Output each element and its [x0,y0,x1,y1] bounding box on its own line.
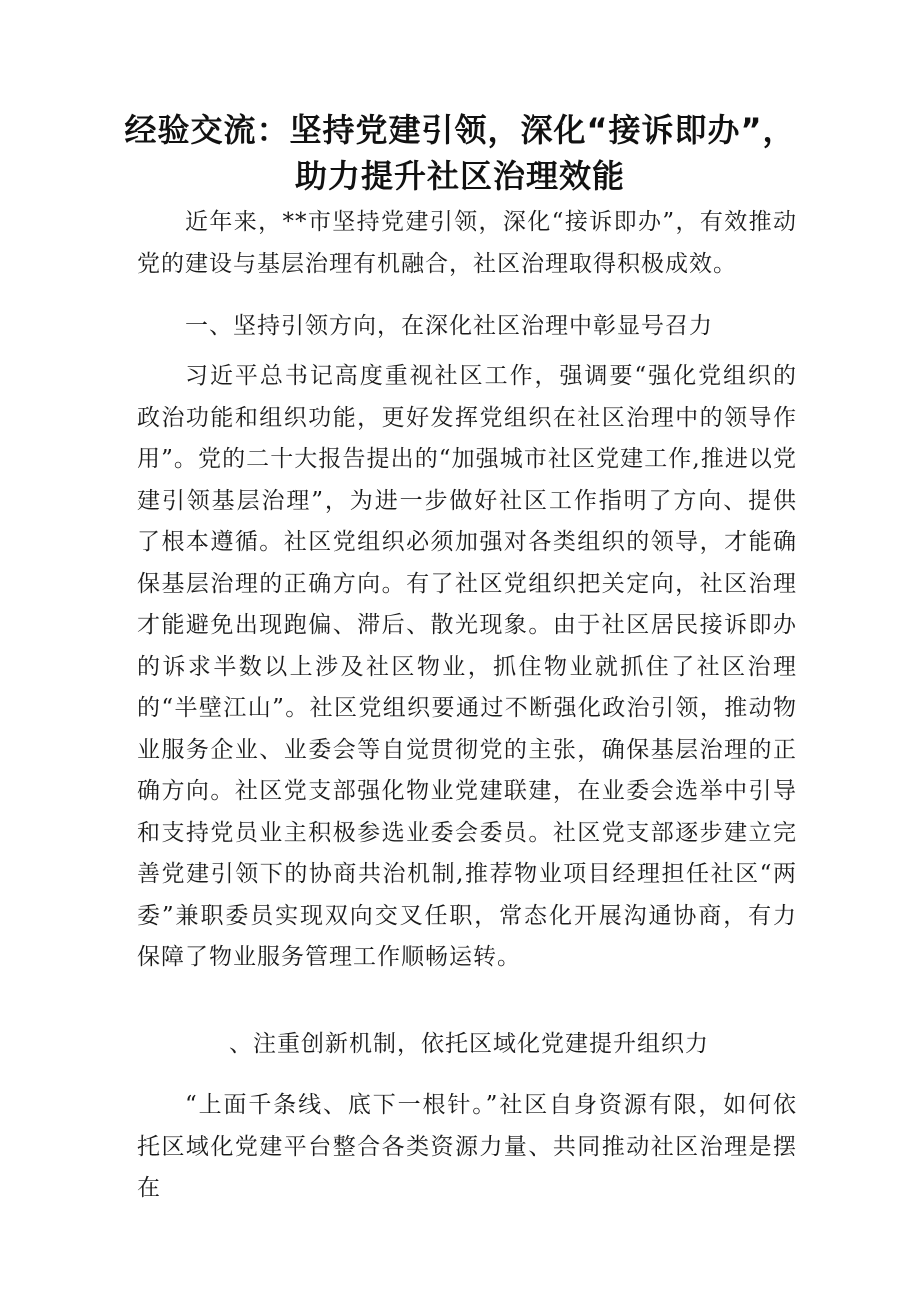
section-2-body: “上面千条线、底下一根针。”社区自身资源有限，如何依托区域化党建平台整合各类资源力量、共同推动社区治理是摆在 [137,1092,797,1201]
section-1-heading: 一、坚持引领方向，在深化社区治理中彰显号召力 [185,313,713,339]
intro-paragraph: 近年来，**市坚持党建引领，深化“接诉即办”，有效推动党的建设与基层治理有机融合，社区治理取得积极成效。 [137,209,797,277]
section-2-heading: 、注重创新机制，依托区域化党建提升组织力 [229,1031,709,1057]
document-title-line-1: 经验交流：坚持党建引领，深化“接诉即办”， [124,111,796,149]
section-1-body: 习近平总书记高度重视社区工作，强调要“强化党组织的政治功能和组织功能，更好发挥党组织在社区治理中的领导作用”。党的二十大报告提出的“加强城市社区党建工作,推进以党建引领基层治理”，为进一步做好社区工作指明了方向、提供了根本遵循。社区党组织必须加强对各类组织的领导，才能确保基层治理的正确方向。有了社区党组织把关定向，社区治理才能避免出现跑偏、滞后、散光现象。由于社区居民接诉即办的诉求半数以上涉及社区物业，抓住物业就抓住了社区治理的“半壁江山”。社区党组织要通过不断强化政治引领，推动物业服务企业、业委会等自觉贯彻党的主张，确保基层治理的正确方向。社区党支部强化物业党建联建，在业委会选举中引导和支持党员业主积极参选业委会委员。社区党支部逐步建立完善党建引领下的协商共治机制,推荐物业项目经理担任社区“两委”兼职委员实现双向交叉任职，常态化开展沟通协商，有力保障了物业服务管理工作顺畅运转。 [137,363,797,970]
document-title-line-2: 助力提升社区治理效能 [294,157,625,195]
